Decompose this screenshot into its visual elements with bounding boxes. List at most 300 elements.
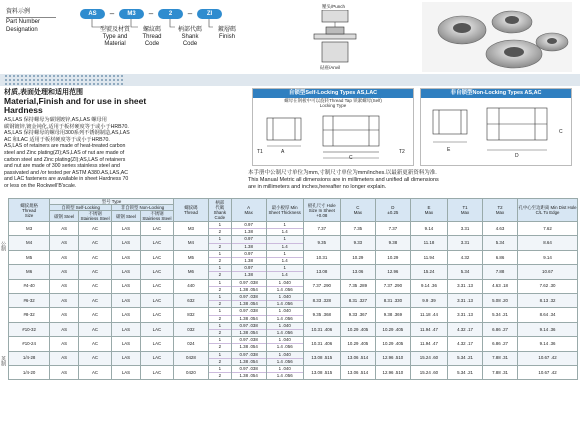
cell-a-value: 1.38 .054: [232, 372, 266, 379]
cell-lac: LAC: [140, 366, 173, 380]
cell-hole: 8.33 .328: [303, 294, 340, 308]
cell-sheet-value: 1.4 .056: [267, 343, 303, 350]
cell-las: LAS: [112, 222, 141, 236]
cell-thread: M6: [9, 265, 50, 279]
cell-hole: 10.31: [303, 250, 340, 264]
header-self-lock: 自锁型 Self-Locking: [50, 205, 112, 211]
cell-t1: 4.32 .17: [448, 322, 483, 336]
cell-a-value: 0.97 .038: [239, 351, 258, 357]
table-row: [9, 250, 578, 264]
cell-a: [231, 279, 266, 293]
cell-t2: 7.88: [483, 265, 518, 279]
dot-pattern: [4, 74, 124, 86]
cell-edge: 7.62: [518, 222, 578, 236]
cell-t2: 6.86: [483, 250, 518, 264]
cell-t2: 7.88 .31: [483, 366, 518, 380]
cell-a: [231, 265, 266, 279]
cell-hole: 9.35: [303, 236, 340, 250]
side-label-metric: 公制: [0, 241, 6, 251]
cell-a-value: 0.97: [244, 222, 253, 227]
cell-a-value: 1.38: [232, 271, 266, 278]
cell-a: [231, 351, 266, 365]
cell-as: AS: [50, 265, 79, 279]
table-row: [9, 337, 578, 351]
cell-thread: M5: [9, 250, 50, 264]
cell-shank: [208, 265, 231, 279]
cell-shank-value: 2: [209, 329, 231, 336]
cell-shank: [208, 222, 231, 236]
cell-shank-value: 2: [209, 358, 231, 365]
cell-a: [231, 250, 266, 264]
cell-ac: AC: [79, 294, 112, 308]
cell-sheet-value: 1.4: [267, 257, 303, 264]
table-row: [9, 279, 578, 293]
cell-c: 13.06 .514: [340, 351, 375, 365]
cell-e: 9.14: [410, 222, 447, 236]
cell-code: 0420: [173, 366, 208, 380]
cell-shank-value: 2: [209, 315, 231, 322]
part-number-cn: 資料示例: [6, 9, 31, 15]
caption-finish: 鍍層碼 Finish: [217, 27, 236, 40]
cell-shank-value: 1: [218, 222, 222, 227]
table-row: [9, 265, 578, 279]
units-note: [248, 170, 574, 190]
cell-ac: AC: [79, 322, 112, 336]
header-shank: 柄部 代碼 Shank Code: [208, 199, 231, 222]
cell-a-value: 0.97 .038: [239, 308, 258, 314]
self-locking-drawing: [253, 108, 413, 166]
cell-sheet-value: 1: [283, 236, 286, 242]
cell-thread: #10-24: [9, 337, 50, 351]
cell-thread: #8-32: [9, 308, 50, 322]
cell-e: 15.24 .60: [410, 351, 447, 365]
cell-shank: [208, 366, 231, 380]
cell-a-value: 0.97: [244, 250, 253, 256]
header-stainless: 不锈钢 Stainless Steel: [80, 211, 110, 221]
cell-shank-value: 2: [209, 257, 231, 264]
cell-a: [231, 308, 266, 322]
cell-e: 15.24 .60: [410, 366, 447, 380]
cell-c: 7.35 .289: [340, 279, 375, 293]
cell-hole: 9.35 .368: [303, 308, 340, 322]
part-number-captions: [96, 27, 244, 48]
cell-code: 632: [173, 294, 208, 308]
cell-shank-value: 1: [218, 250, 222, 256]
side-label-unified: 英制: [0, 356, 6, 366]
cell-sheet: [266, 222, 303, 236]
cell-code: 0428: [173, 351, 208, 365]
cell-d: 10.29: [375, 250, 410, 264]
cell-edge: 10.67: [518, 265, 578, 279]
cell-t2: 5.08 .20: [483, 294, 518, 308]
header-type: 型号 Type: [50, 199, 174, 205]
cell-as: AS: [50, 294, 79, 308]
cell-sheet-value: 1 .040: [278, 294, 291, 300]
material-title-en-1: Material,Finish and for use in sheet: [4, 96, 147, 106]
cell-a-value: 0.97 .038: [239, 279, 258, 285]
header-carbon: 碳钢 Steel: [50, 211, 79, 222]
cell-shank: [208, 351, 231, 365]
self-locking-sub-1: 螺母在钢板中可以旋转Thread Tap 锁紧螺母(Self): [284, 98, 382, 103]
cell-ac: AC: [79, 337, 112, 351]
cell-sheet-value: 1 .040: [278, 366, 291, 372]
cell-shank-value: 1: [218, 322, 222, 328]
cell-as: AS: [50, 366, 79, 380]
cell-shank-value: 1: [218, 294, 222, 300]
cell-ac: AC: [79, 265, 112, 279]
cell-d: 12.96: [375, 265, 410, 279]
cell-e: 11.94: [410, 250, 447, 264]
cell-code: 032: [173, 322, 208, 336]
cell-sheet: [266, 250, 303, 264]
cell-a-value: 0.97 .038: [239, 294, 258, 300]
cell-ac: AC: [79, 366, 112, 380]
cell-lac: LAC: [140, 279, 173, 293]
cell-a-value: 0.97 .038: [239, 366, 258, 372]
caption-thread: 螺紋碼 Thread Code: [142, 27, 162, 47]
cell-a-value: 1.38 .054: [232, 300, 266, 307]
cell-d: 12.96 .510: [375, 366, 410, 380]
cell-code: M5: [173, 250, 208, 264]
caption-type: 型號及材質 Type and Material: [99, 27, 130, 47]
cell-hole: 7.37: [303, 222, 340, 236]
cell-sheet: [266, 366, 303, 380]
cell-t1: 4.32: [448, 250, 483, 264]
cell-hole: 13.08 .515: [303, 366, 340, 380]
cell-ac: AC: [79, 279, 112, 293]
cell-as: AS: [50, 279, 79, 293]
cell-shank-value: 1: [218, 279, 222, 285]
header-d: D ±0.25: [375, 199, 410, 222]
cell-d: 7.37: [375, 222, 410, 236]
product-photo: [422, 2, 572, 72]
table-row: [9, 366, 578, 380]
cell-sheet-value: 1 .040: [278, 351, 291, 357]
cell-shank-value: 2: [209, 286, 231, 293]
cell-edge: 10.67 .42: [518, 351, 578, 365]
header-c: C Max: [340, 199, 375, 222]
code-thread: M3: [119, 9, 144, 19]
code-dash: –: [187, 9, 193, 18]
cell-lac: LAC: [140, 351, 173, 365]
cell-shank-value: 2: [209, 300, 231, 307]
cell-sheet: [266, 351, 303, 365]
cell-hole: 13.08: [303, 265, 340, 279]
cell-ac: AC: [79, 308, 112, 322]
cell-sheet: [266, 294, 303, 308]
table-row: [9, 308, 578, 322]
cell-d: 7.37 .290: [375, 279, 410, 293]
cell-code: 832: [173, 308, 208, 322]
spec-table: [8, 198, 578, 380]
table-body: [9, 222, 578, 380]
note-en-1: This Manual Metric all dimensions are in millimeters and unified all dimensions: [248, 176, 439, 183]
cell-t1: 3.31 .13: [448, 308, 483, 322]
caption-shank: 柄部代碼 Shank Code: [177, 27, 202, 47]
cell-as: AS: [50, 236, 79, 250]
cell-a: [231, 322, 266, 336]
cell-c: 10.29: [340, 250, 375, 264]
part-number-en-1: Part Number: [6, 19, 41, 25]
cell-as: AS: [50, 250, 79, 264]
cell-shank-value: 2: [209, 228, 231, 235]
cell-as: AS: [50, 351, 79, 365]
note-en-2: are in millimeters and inches,hereafter no longer explain.: [248, 183, 387, 190]
self-locking-sub-2: Locking Type: [319, 103, 347, 108]
cell-t2: 4.63: [483, 222, 518, 236]
cell-las: LAS: [112, 366, 141, 380]
cell-d: 12.96 .510: [375, 351, 410, 365]
installation-drawing: [300, 4, 370, 72]
cell-c: 10.29 .405: [340, 322, 375, 336]
cell-las: LAS: [112, 294, 141, 308]
cell-as: AS: [50, 322, 79, 336]
cell-ac: AC: [79, 351, 112, 365]
cell-a-value: 0.97 .038: [239, 337, 258, 343]
cell-sheet: [266, 337, 303, 351]
note-cn: 本手册中公制尺寸单位为mm,寸制尺寸单位为mm/inches.以最新更新资料为准.: [248, 170, 437, 176]
cell-edge: 9.14 .36: [518, 322, 578, 336]
cell-a: [231, 294, 266, 308]
cell-t2: 5.34: [483, 236, 518, 250]
header-a: A Max: [231, 199, 266, 222]
cell-ac: AC: [79, 250, 112, 264]
cell-c: 9.33 .367: [340, 308, 375, 322]
nut-photo-icon: [422, 2, 572, 72]
self-locking-view: 自锁型Self-Locking Types AS,LAC 螺母在钢板中可以旋转Thread Tap 锁紧螺母(Self) Locking Type A C T1 T2: [252, 88, 414, 166]
cell-sheet-value: 1.4 .056: [267, 300, 303, 307]
cell-e: 11.18: [410, 236, 447, 250]
anvil-label: 砧座/Anvil: [320, 65, 341, 70]
cell-sheet-value: 1 .040: [278, 279, 291, 285]
cell-t1: 3.31: [448, 236, 483, 250]
cell-thread: #6-32: [9, 294, 50, 308]
cell-lac: LAC: [140, 308, 173, 322]
punch-label: 壓头/Punch: [322, 4, 346, 9]
cell-a-value: 1.38: [232, 228, 266, 235]
material-section: [4, 88, 244, 190]
cell-hole: 7.37 .290: [303, 279, 340, 293]
cell-shank-value: 1: [218, 366, 222, 372]
cell-sheet-value: 1.4 .056: [267, 372, 303, 379]
cell-code: M3: [173, 222, 208, 236]
cell-t2: 6.86 .27: [483, 337, 518, 351]
cell-lac: LAC: [140, 322, 173, 336]
cell-edge: 10.67 .42: [518, 366, 578, 380]
cell-shank-value: 2: [209, 372, 231, 379]
material-body: AS,LAS 保持螺母为碳钢镀锌,AS,LAS 螺母用 碳钢镀锌,镀金钝化,适用于板材硬度等于或小于HRB70. AS,LAS 保持螺母的螺母用300系列不锈钢制造,AS,LAS AC 和LAC 适用于板材硬度等于或小于HRB70. AS,LAS of retainers are made of heat-treated carbon steel and Zinc plating(ZI);AS,LAS of nut are made of carbon steel and Zinc plating(ZI);AS,LAS of retainers and nut are made of 300 series stainless steel and passivated and /or tested per ASTM A380.AS,LAS,AC and LAC fasteners are available in sheet Hardness 70 or less on the Rockwell'B'scale.: [4, 117, 130, 189]
self-locking-title: 自锁型Self-Locking Types AS,LAC: [253, 89, 413, 98]
cell-d: 10.29 .405: [375, 322, 410, 336]
code-type: AS: [80, 9, 105, 19]
header-non-lock: 非自锁型 Non-Locking: [112, 205, 174, 211]
press-icon: [300, 10, 370, 64]
cell-as: AS: [50, 337, 79, 351]
cell-as: AS: [50, 308, 79, 322]
cell-lac: LAC: [140, 265, 173, 279]
cell-a-value: 0.97: [244, 265, 253, 271]
cell-edge: 8.13 .32: [518, 294, 578, 308]
cell-shank-value: 1: [218, 337, 222, 343]
part-number-code: [80, 9, 222, 19]
cell-t1: 3.31 .13: [448, 279, 483, 293]
cell-lac: LAC: [140, 250, 173, 264]
cell-shank-value: 1: [218, 265, 222, 271]
part-number-en-2: Designation: [6, 27, 38, 33]
cell-edge: 8.64 .34: [518, 308, 578, 322]
cell-lac: LAC: [140, 294, 173, 308]
cell-shank: [208, 294, 231, 308]
cell-sheet: [266, 308, 303, 322]
cell-t1: 4.32 .17: [448, 337, 483, 351]
cell-e: 15.24: [410, 265, 447, 279]
cell-c: 7.35: [340, 222, 375, 236]
cell-c: 10.29 .405: [340, 337, 375, 351]
cell-as: AS: [50, 222, 79, 236]
cell-a-value: 0.97: [244, 236, 253, 242]
header-stainless-2: 不锈钢 Stainless Steel: [142, 211, 172, 221]
cell-t1: 5.34: [448, 265, 483, 279]
cell-ac: AC: [79, 222, 112, 236]
cell-code: 024: [173, 337, 208, 351]
cell-sheet-value: 1: [283, 265, 286, 271]
cell-shank: [208, 279, 231, 293]
cell-hole: 10.31 .406: [303, 322, 340, 336]
cell-sheet-value: 1: [283, 222, 286, 227]
cell-shank-value: 1: [218, 308, 222, 314]
cell-shank-value: 1: [218, 236, 222, 242]
cell-hole: 13.08 .515: [303, 351, 340, 365]
cell-sheet: [266, 236, 303, 250]
cell-a-value: 1.38: [232, 257, 266, 264]
cell-sheet-value: 1.4 .056: [267, 286, 303, 293]
dimension-table: [8, 198, 576, 380]
cell-d: 9.38 .369: [375, 308, 410, 322]
cell-thread: M4: [9, 236, 50, 250]
cell-e: 11.94 .47: [410, 322, 447, 336]
material-title-cn: 材质,表面处理和适用范围: [4, 89, 83, 96]
cell-las: LAS: [112, 279, 141, 293]
cell-las: LAS: [112, 265, 141, 279]
cell-sheet: [266, 279, 303, 293]
cell-sheet-value: 1.4 .056: [267, 329, 303, 336]
cell-t1: 3.31: [448, 222, 483, 236]
cell-sheet-value: 1 .040: [278, 308, 291, 314]
cell-e: 9.9 .39: [410, 294, 447, 308]
material-title-en-2: Hardness: [4, 105, 43, 115]
cell-shank: [208, 322, 231, 336]
table-row: [9, 322, 578, 336]
header-e: E Max: [410, 199, 447, 222]
cell-las: LAS: [112, 351, 141, 365]
cell-a-value: 0.97 .038: [239, 322, 258, 328]
cell-thread: #10-32: [9, 322, 50, 336]
cell-code: M6: [173, 265, 208, 279]
cell-a: [231, 222, 266, 236]
table-row: [9, 351, 578, 365]
cell-a: [231, 366, 266, 380]
header-hole: 板孔尺寸 Hole Size In Sheet +0.08: [303, 199, 340, 222]
header-carbon-2: 碳钢 Steel: [112, 211, 141, 222]
code-finish: ZI: [197, 9, 222, 19]
cell-code: 440: [173, 279, 208, 293]
cell-c: 9.33: [340, 236, 375, 250]
cell-sheet: [266, 265, 303, 279]
cell-shank-value: 2: [209, 243, 231, 250]
cell-sheet-value: 1.4: [267, 228, 303, 235]
cell-sheet-value: 1 .040: [278, 322, 291, 328]
cell-thread: M3: [9, 222, 50, 236]
header-thread-code: 螺紋碼 Thread: [173, 199, 208, 222]
cell-ac: AC: [79, 236, 112, 250]
cell-hole: 10.31 .406: [303, 337, 340, 351]
non-locking-title: 非自锁型Non-Locking Types AS,AC: [421, 89, 571, 98]
cell-shank-value: 2: [209, 271, 231, 278]
cell-sheet-value: 1: [283, 250, 286, 256]
table-row: [9, 222, 578, 236]
cell-edge: 9.14: [518, 250, 578, 264]
cell-las: LAS: [112, 308, 141, 322]
non-locking-drawing: [421, 98, 571, 164]
table-row: [9, 236, 578, 250]
cell-shank-value: 1: [218, 351, 222, 357]
cell-edge: 7.62 .30: [518, 279, 578, 293]
cell-shank: [208, 250, 231, 264]
cell-sheet: [266, 322, 303, 336]
cell-lac: LAC: [140, 222, 173, 236]
cell-las: LAS: [112, 322, 141, 336]
cell-a-value: 1.38: [232, 243, 266, 250]
code-dash: –: [148, 9, 154, 18]
cell-a-value: 1.38 .054: [232, 329, 266, 336]
cell-thread: #4-40: [9, 279, 50, 293]
cell-sheet-value: 1.4 .056: [267, 315, 303, 322]
cell-e: 9.14 .36: [410, 279, 447, 293]
code-dash: –: [109, 9, 115, 18]
cell-t1: 5.34 .21: [448, 351, 483, 365]
cell-a-value: 1.38 .054: [232, 358, 266, 365]
cell-a: [231, 337, 266, 351]
cell-thread: 1/4-20: [9, 366, 50, 380]
cell-sheet-value: 1.4 .056: [267, 358, 303, 365]
cell-thread: 1/4-28: [9, 351, 50, 365]
cell-shank: [208, 337, 231, 351]
cell-d: 8.31 .330: [375, 294, 410, 308]
cell-c: 13.06 .514: [340, 366, 375, 380]
cell-t2: 6.86 .27: [483, 322, 518, 336]
cell-a: [231, 236, 266, 250]
cell-t2: 5.34 .21: [483, 308, 518, 322]
cell-shank: [208, 308, 231, 322]
cell-a-value: 1.38 .054: [232, 315, 266, 322]
cell-a-value: 1.38 .054: [232, 286, 266, 293]
header-t2: T2 Max: [483, 199, 518, 222]
cell-d: 9.38: [375, 236, 410, 250]
cell-code: M4: [173, 236, 208, 250]
table-row: [9, 294, 578, 308]
part-number-label: [6, 8, 66, 34]
cell-sheet-value: 1.4: [267, 271, 303, 278]
cell-las: LAS: [112, 236, 141, 250]
cell-d: 10.29 .405: [375, 337, 410, 351]
cell-edge: 8.64: [518, 236, 578, 250]
cell-las: LAS: [112, 337, 141, 351]
cell-lac: LAC: [140, 337, 173, 351]
cell-lac: LAC: [140, 236, 173, 250]
cell-c: 8.31 .327: [340, 294, 375, 308]
header-t1: T1 Max: [448, 199, 483, 222]
cell-sheet-value: 1.4: [267, 243, 303, 250]
